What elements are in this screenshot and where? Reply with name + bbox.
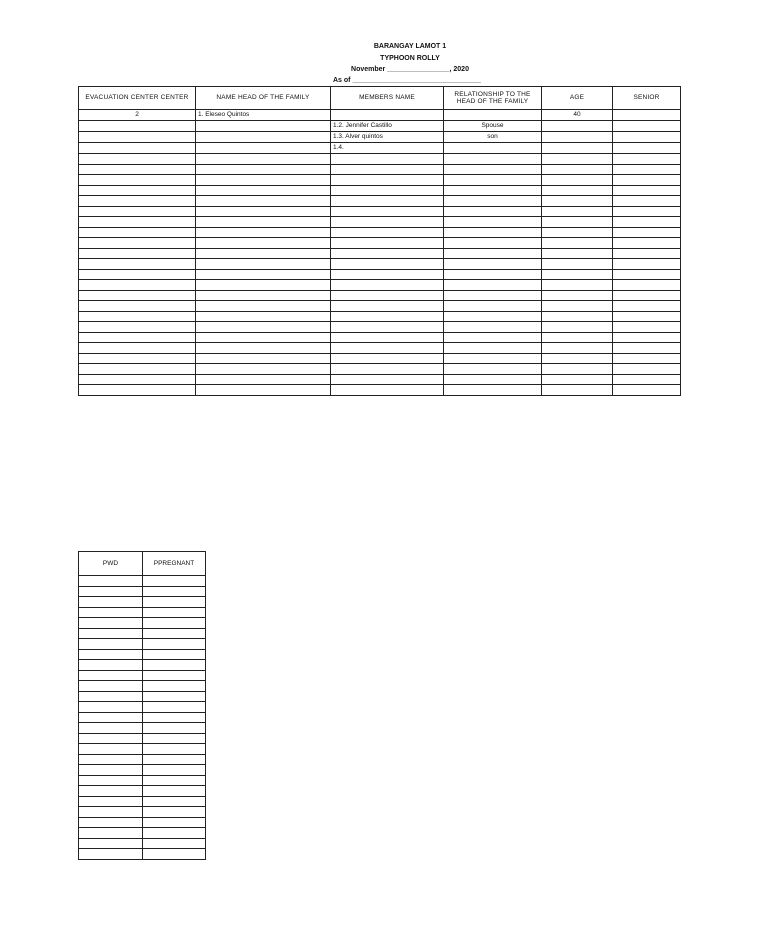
table-row (79, 364, 681, 375)
table-cell (444, 385, 542, 396)
col-pregnant: PPREGNANT (143, 552, 206, 576)
table-cell (444, 301, 542, 312)
table-cell (79, 206, 196, 217)
table-cell (542, 143, 613, 154)
table-cell (331, 353, 444, 364)
table-cell (542, 132, 613, 143)
table-cell (79, 227, 196, 238)
table-cell (79, 649, 143, 660)
table-cell (542, 374, 613, 385)
table-cell (196, 206, 331, 217)
table-cell (444, 143, 542, 154)
table-cell (444, 311, 542, 322)
table-row (79, 649, 206, 660)
table-cell (542, 259, 613, 270)
table-cell (613, 332, 681, 343)
table-cell (79, 639, 143, 650)
table-cell (613, 132, 681, 143)
table-cell (542, 353, 613, 364)
table-cell (331, 290, 444, 301)
table-cell (79, 259, 196, 270)
table-cell (79, 807, 143, 818)
table-cell (79, 238, 196, 249)
table-cell: 40 (542, 110, 613, 121)
table-cell (613, 322, 681, 333)
table-cell (143, 838, 206, 849)
table-cell (143, 618, 206, 629)
table-cell (613, 353, 681, 364)
table-row (79, 217, 681, 228)
table-cell (79, 154, 196, 165)
table-row (79, 353, 681, 364)
table-row (79, 248, 681, 259)
table-cell (143, 796, 206, 807)
table-cell (79, 353, 196, 364)
table-row (79, 374, 681, 385)
table-cell (331, 164, 444, 175)
table-cell (79, 364, 196, 375)
table-cell (79, 618, 143, 629)
table-cell (613, 143, 681, 154)
table-row (79, 576, 206, 587)
table-cell (331, 374, 444, 385)
table-row (79, 110, 681, 121)
table-row (79, 269, 681, 280)
table-cell: 1.2. Jennifer Castillo (331, 121, 444, 132)
col-senior: SENIOR (613, 87, 681, 110)
table-row (79, 786, 206, 797)
table-cell (542, 154, 613, 165)
table-cell (542, 217, 613, 228)
table-row (79, 586, 206, 597)
table-cell (542, 227, 613, 238)
table-row (79, 807, 206, 818)
table-cell (444, 280, 542, 291)
table-cell (613, 164, 681, 175)
table-row (79, 154, 681, 165)
table-cell (79, 269, 196, 280)
table-cell (542, 332, 613, 343)
table-cell (196, 227, 331, 238)
table-cell (79, 175, 196, 186)
table-cell (331, 322, 444, 333)
table-cell (331, 238, 444, 249)
table-cell (143, 807, 206, 818)
table-row (79, 238, 681, 249)
table-cell (613, 343, 681, 354)
col-age: AGE (542, 87, 613, 110)
table-cell (143, 765, 206, 776)
table-cell (79, 628, 143, 639)
table-cell (613, 227, 681, 238)
table-row (79, 838, 206, 849)
table-cell (331, 269, 444, 280)
table-cell (143, 849, 206, 860)
table-cell (196, 311, 331, 322)
table-cell (542, 290, 613, 301)
table-cell (613, 217, 681, 228)
pwd-table-header (79, 552, 206, 576)
table-cell (143, 597, 206, 608)
table-cell (79, 817, 143, 828)
table-cell (613, 364, 681, 375)
table-cell (331, 217, 444, 228)
table-row (79, 164, 681, 175)
table-cell (79, 702, 143, 713)
table-cell (143, 681, 206, 692)
roll-table (78, 86, 681, 396)
table-cell (444, 217, 542, 228)
table-row (79, 723, 206, 734)
table-cell (542, 206, 613, 217)
table-cell (79, 301, 196, 312)
table-cell (196, 185, 331, 196)
table-cell (444, 185, 542, 196)
table-cell (79, 849, 143, 860)
table-cell (143, 712, 206, 723)
table-row (79, 121, 681, 132)
table-cell (444, 206, 542, 217)
table-cell (444, 196, 542, 207)
table-cell (143, 660, 206, 671)
pwd-pregnant-table (78, 551, 206, 860)
table-cell (613, 248, 681, 259)
table-row (79, 143, 681, 154)
table-cell (196, 175, 331, 186)
table-cell (613, 238, 681, 249)
table-row (79, 639, 206, 650)
table-row (79, 712, 206, 723)
table-row (79, 290, 681, 301)
table-cell (79, 828, 143, 839)
table-cell (196, 374, 331, 385)
table-cell (143, 628, 206, 639)
table-row (79, 607, 206, 618)
table-row (79, 660, 206, 671)
table-cell (79, 586, 143, 597)
table-cell (542, 185, 613, 196)
table-row (79, 132, 681, 143)
table-cell (196, 385, 331, 396)
table-cell (613, 311, 681, 322)
table-cell (79, 121, 196, 132)
table-cell (613, 110, 681, 121)
table-cell (143, 691, 206, 702)
table-cell (542, 301, 613, 312)
table-cell (79, 385, 196, 396)
col-head-of-family: NAME HEAD OF THE FAMILY (196, 87, 331, 110)
table-cell (196, 154, 331, 165)
table-cell (79, 775, 143, 786)
table-row (79, 702, 206, 713)
table-cell (79, 660, 143, 671)
table-cell (542, 311, 613, 322)
table-cell (444, 332, 542, 343)
table-cell (79, 132, 196, 143)
table-cell (542, 121, 613, 132)
table-cell (196, 196, 331, 207)
table-cell (444, 164, 542, 175)
table-cell (79, 796, 143, 807)
table-cell (331, 364, 444, 375)
table-cell (196, 238, 331, 249)
table-row (79, 206, 681, 217)
table-cell (331, 248, 444, 259)
table-row (79, 628, 206, 639)
table-cell (143, 639, 206, 650)
table-cell: 1. Eleseo Quintos (196, 110, 331, 121)
table-cell (196, 353, 331, 364)
table-row (79, 227, 681, 238)
table-cell (542, 322, 613, 333)
table-cell (79, 248, 196, 259)
date-line: November ________________, 2020 (351, 66, 469, 73)
table-cell (79, 733, 143, 744)
table-row (79, 175, 681, 186)
table-cell (143, 775, 206, 786)
table-cell (542, 196, 613, 207)
table-cell (143, 586, 206, 597)
table-cell (79, 744, 143, 755)
table-cell (196, 332, 331, 343)
table-cell (444, 322, 542, 333)
table-row (79, 196, 681, 207)
table-cell (444, 290, 542, 301)
table-cell (143, 744, 206, 755)
table-cell (331, 280, 444, 291)
table-cell (79, 290, 196, 301)
table-cell (143, 754, 206, 765)
table-cell (444, 353, 542, 364)
table-cell (196, 364, 331, 375)
table-cell (196, 132, 331, 143)
table-cell (444, 343, 542, 354)
table-cell (143, 607, 206, 618)
table-cell (444, 227, 542, 238)
table-row (79, 744, 206, 755)
table-cell (196, 301, 331, 312)
table-cell (331, 227, 444, 238)
table-cell (143, 649, 206, 660)
table-cell (613, 385, 681, 396)
table-cell (542, 269, 613, 280)
table-cell (196, 121, 331, 132)
table-cell (143, 828, 206, 839)
table-cell (79, 164, 196, 175)
table-cell (613, 374, 681, 385)
table-cell (331, 196, 444, 207)
table-cell (79, 576, 143, 587)
table-cell (331, 332, 444, 343)
table-cell (79, 196, 196, 207)
col-relationship: RELATIONSHIP TO THE HEAD OF THE FAMILY (444, 87, 542, 110)
table-cell (79, 185, 196, 196)
table-cell (143, 576, 206, 587)
table-cell (79, 607, 143, 618)
table-cell (542, 385, 613, 396)
table-row (79, 691, 206, 702)
table-cell (79, 723, 143, 734)
table-cell (331, 206, 444, 217)
table-cell (79, 691, 143, 702)
table-row (79, 765, 206, 776)
table-cell (542, 238, 613, 249)
table-cell (613, 196, 681, 207)
table-cell (613, 290, 681, 301)
table-row (79, 733, 206, 744)
table-cell (196, 322, 331, 333)
table-cell: 1.3. Alver quintos (331, 132, 444, 143)
table-cell (196, 343, 331, 354)
table-cell (331, 185, 444, 196)
table-cell (613, 185, 681, 196)
table-cell (143, 702, 206, 713)
table-cell (331, 110, 444, 121)
table-cell (542, 248, 613, 259)
table-cell (143, 670, 206, 681)
table-cell (444, 374, 542, 385)
table-cell (143, 786, 206, 797)
table-cell (143, 817, 206, 828)
as-of-text: As of _________________________________ (333, 77, 481, 84)
table-row (79, 849, 206, 860)
table-row (79, 828, 206, 839)
table-cell (613, 206, 681, 217)
table-cell (79, 143, 196, 154)
table-row (79, 185, 681, 196)
table-cell (444, 175, 542, 186)
table-cell (331, 259, 444, 270)
table-cell (79, 765, 143, 776)
table-row (79, 754, 206, 765)
table-row (79, 311, 681, 322)
table-cell (444, 248, 542, 259)
table-cell (331, 343, 444, 354)
table-cell (444, 154, 542, 165)
table-row (79, 259, 681, 270)
table-row (79, 385, 681, 396)
table-cell (542, 364, 613, 375)
col-members-name: MEMBERS NAME (331, 87, 444, 110)
table-cell (79, 681, 143, 692)
table-cell (79, 670, 143, 681)
table-cell: 1.4. (331, 143, 444, 154)
table-cell (613, 259, 681, 270)
table-cell (79, 597, 143, 608)
table-cell (196, 269, 331, 280)
table-row (79, 817, 206, 828)
table-row (79, 332, 681, 343)
table-cell (613, 269, 681, 280)
table-cell (444, 269, 542, 280)
table-cell (331, 154, 444, 165)
table-cell (79, 311, 196, 322)
table-cell (196, 248, 331, 259)
col-evacuation-center: EVACUATION CENTER CENTER (79, 87, 196, 110)
table-cell (331, 301, 444, 312)
table-cell (79, 786, 143, 797)
table-cell (196, 259, 331, 270)
table-cell (196, 290, 331, 301)
table-cell: son (444, 132, 542, 143)
table-cell (79, 838, 143, 849)
table-cell (196, 280, 331, 291)
table-cell (331, 311, 444, 322)
table-cell (444, 259, 542, 270)
table-row (79, 597, 206, 608)
table-cell (79, 322, 196, 333)
table-cell (613, 301, 681, 312)
table-row (79, 280, 681, 291)
table-row (79, 796, 206, 807)
table-cell (542, 164, 613, 175)
table-cell (79, 754, 143, 765)
table-row (79, 681, 206, 692)
col-pwd: PWD (79, 552, 143, 576)
table-cell (331, 385, 444, 396)
event-title: TYPHOON ROLLY (380, 55, 440, 62)
table-row (79, 301, 681, 312)
table-row (79, 322, 681, 333)
table-cell (331, 175, 444, 186)
table-cell (79, 712, 143, 723)
table-row (79, 670, 206, 681)
table-cell (613, 121, 681, 132)
table-cell (143, 733, 206, 744)
table-cell (79, 332, 196, 343)
table-cell (79, 217, 196, 228)
table-cell (79, 343, 196, 354)
table-cell (143, 723, 206, 734)
table-cell (613, 280, 681, 291)
roll-table-header (79, 87, 681, 110)
table-cell (79, 374, 196, 385)
table-cell: Spouse (444, 121, 542, 132)
table-cell: 2 (79, 110, 196, 121)
table-cell (196, 143, 331, 154)
table-cell (542, 280, 613, 291)
table-cell (444, 364, 542, 375)
table-cell (613, 154, 681, 165)
barangay-title: BARANGAY LAMOT 1 (373, 43, 447, 50)
table-row (79, 618, 206, 629)
table-cell (444, 238, 542, 249)
table-row (79, 343, 681, 354)
table-cell (196, 217, 331, 228)
table-cell (542, 175, 613, 186)
table-cell (444, 110, 542, 121)
table-cell (79, 280, 196, 291)
table-cell (196, 164, 331, 175)
table-row (79, 775, 206, 786)
table-cell (613, 175, 681, 186)
table-cell (542, 343, 613, 354)
